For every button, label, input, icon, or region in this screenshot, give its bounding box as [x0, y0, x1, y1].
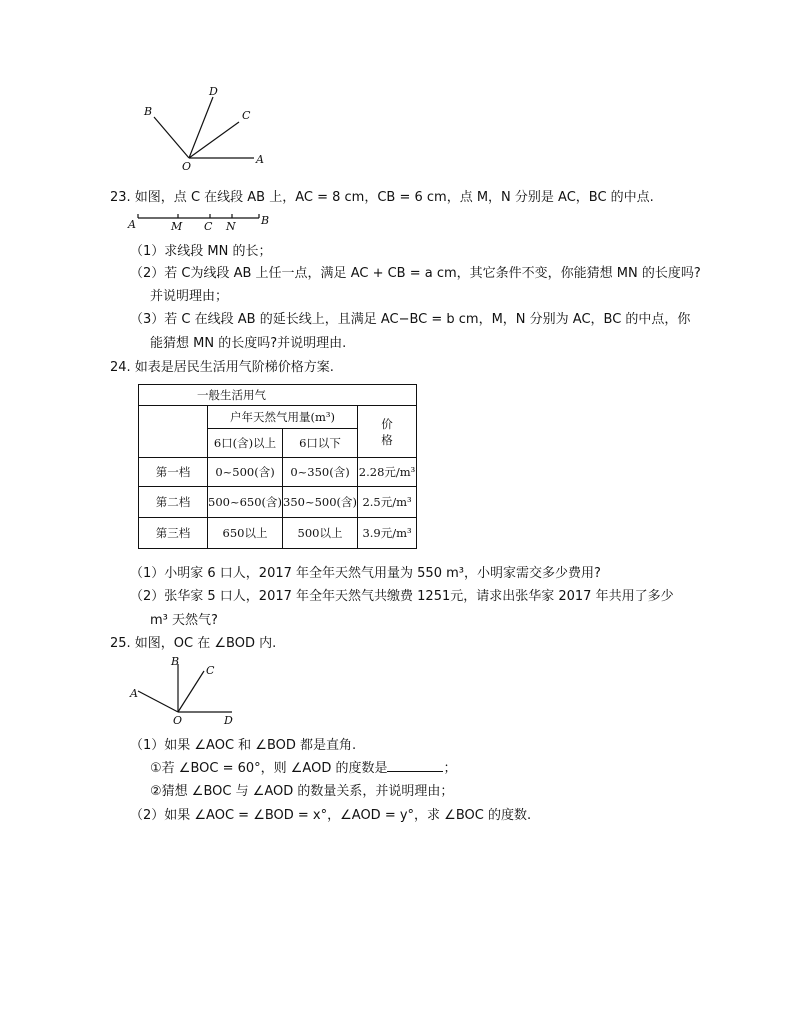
segment-figure-23 [126, 210, 276, 236]
seg-label-A: A [128, 218, 136, 231]
label-D: D [224, 714, 233, 727]
table-row [139, 518, 417, 549]
q25-part1: （1）如果 ∠AOC 和 ∠BOD 都是直角. [130, 738, 357, 753]
q25-part1a-text: ①若 ∠BOC = 60°，则 ∠AOD 的度数是 [150, 761, 388, 776]
q23-part1: （1）求线段 MN 的长； [130, 244, 272, 259]
q24-part2-line2: m³ 天然气? [150, 613, 218, 628]
q23-part3-line2: 能猜想 MN 的长度吗?并说明理由. [150, 336, 347, 351]
seg-label-B: B [261, 214, 270, 227]
usage-a-cell: 500~650(含) [208, 487, 283, 518]
table-title: 一般生活用气 [139, 385, 417, 406]
q23-part2-line1: （2）若 C为线段 AB 上任一点，满足 AC + CB = a cm，其它条件不变，你能猜想 MN 的长度吗? [130, 266, 701, 281]
gas-price-table [138, 384, 417, 549]
usage-b-cell: 350~500(含) [283, 487, 358, 518]
label-A: A [130, 687, 138, 700]
label-B: B [171, 655, 180, 668]
label-C: C [242, 109, 251, 122]
price-cell: 3.9元/m³ [358, 518, 417, 549]
price-cell: 2.5元/m³ [358, 487, 417, 518]
q23-part2-line2: 并说明理由； [150, 289, 229, 304]
usage-a-cell: 0~500(含) [208, 458, 283, 487]
label-D: D [209, 85, 218, 98]
q25-part1a [150, 757, 456, 776]
tier-cell: 第三档 [139, 518, 208, 549]
q24-stem: 24. 如表是居民生活用气阶梯价格方案. [110, 360, 334, 375]
seg-label-C: C [204, 220, 213, 233]
q23-part3-line1: （3）若 C 在线段 AB 的延长线上，且满足 AC−BC = b cm，M，N 分别为 AC，BC 的中点，你 [130, 312, 691, 327]
q25-part1b: ②猜想 ∠BOC 与 ∠AOD 的数量关系，并说明理由； [150, 784, 454, 799]
angle-figure-22 [140, 84, 270, 174]
table-row [139, 487, 417, 518]
label-O: O [173, 714, 183, 727]
q25-part1a-end: ； [443, 761, 457, 776]
usage-b-cell: 500以上 [283, 518, 358, 549]
label-B: B [144, 105, 153, 118]
q24-part1: （1）小明家 6 口人，2017 年全年天然气用量为 550 m³，小明家需交多少费用? [130, 566, 601, 581]
table-corner [139, 406, 208, 458]
seg-label-N: N [226, 220, 236, 233]
q24-part2-line1: （2）张华家 5 口人，2017 年全年天然气共缴费 1251元，请求出张华家 2017 年共用了多少 [130, 589, 674, 604]
tier-cell: 第二档 [139, 487, 208, 518]
col-group-header: 户年天然气用量(m³) [208, 406, 358, 429]
table-row [139, 458, 417, 487]
answer-blank[interactable] [387, 759, 443, 772]
label-A: A [256, 153, 264, 166]
col-b-header: 6口以下 [283, 429, 358, 458]
q25-stem: 25. 如图，OC 在 ∠BOD 内. [110, 636, 277, 651]
q25-part2: （2）如果 ∠AOC = ∠BOD = x°，∠AOD = y°，求 ∠BOC 的度数. [130, 808, 532, 823]
usage-b-cell: 0~350(含) [283, 458, 358, 487]
price-cell: 2.28元/m³ [358, 458, 417, 487]
label-C: C [206, 664, 215, 677]
q23-stem: 23. 如图，点 C 在线段 AB 上，AC = 8 cm，CB = 6 cm，点 M，N 分别是 AC，BC 的中点. [110, 190, 654, 205]
angle-figure-25 [128, 654, 248, 728]
tier-cell: 第一档 [139, 458, 208, 487]
usage-a-cell: 650以上 [208, 518, 283, 549]
label-O: O [182, 160, 192, 173]
col-a-header: 6口(含)以上 [208, 429, 283, 458]
col-price-header: 价格 [358, 406, 417, 458]
seg-label-M: M [171, 220, 183, 233]
